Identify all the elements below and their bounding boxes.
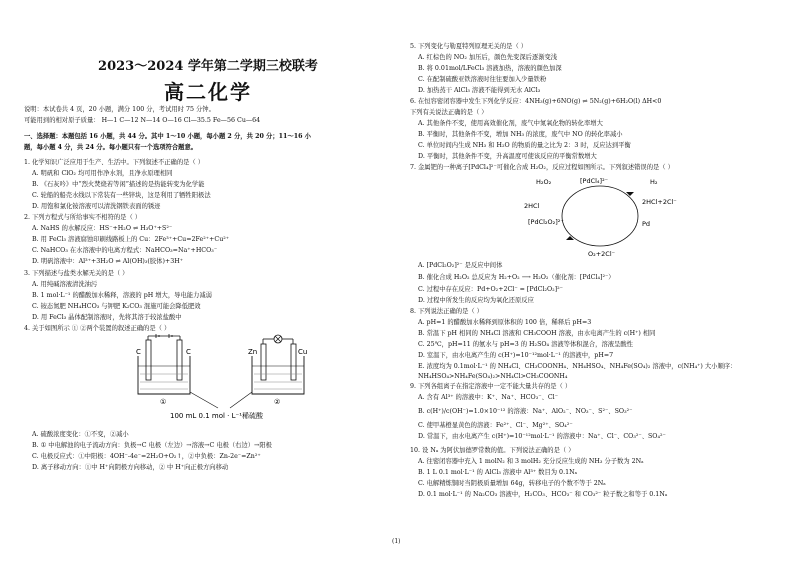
question-7-option: C. 过程中存在反应：Pd+O₂+2Cl⁻ = [PdCl₂O₂]²⁻ (418, 286, 563, 293)
electrode-zn: Zn (248, 348, 258, 356)
question-10-option: A. 往密闭容器中充入 1 molN₂ 和 3 molH₂ 充分反应生成的 NH₃ 分子数为 2Nₐ (418, 458, 644, 465)
page-number: (1) (392, 538, 401, 545)
cycle-hcl-right: 2HCl+2Cl⁻ (642, 198, 677, 206)
question-2-option: D. 明矾溶液中：Al³⁺+3H₂O ⇌ Al(OH)₃(胶体)+3H⁺ (32, 258, 184, 265)
catalytic-cycle-figure (480, 174, 720, 258)
cycle-h2: H₂ (650, 178, 658, 186)
question-5: 5. 下列变化与勒夏特列原理无关的是（ ） (410, 43, 528, 50)
question-8-option: A. pH=1 的醋酸加水稀释到原体积的 100 倍，稀释后 pH=3 (418, 319, 592, 326)
exam-title: 2023～2024 学年第二学期三校联考 (98, 59, 318, 74)
question-10-option: C. 电解精炼铜时当阴极质量增加 64g，转移电子的个数不等于 2Nₐ (418, 480, 606, 487)
question-10: 10. 设 Nₐ 为阿伏加德罗常数的值。下列说法正确的是（ ） (410, 447, 575, 454)
question-8-option: C. 25℃，pH=11 的氨水与 pH=3 的 H₂SO₄ 溶液等体积混合，溶液呈酸性 (418, 341, 633, 348)
question-8-option: NH₄HSO₄>NH₄Fe(SO₄)₂>NH₄Cl>CH₃COONH₄ (418, 373, 568, 380)
note-line: 说明：本试卷共 4 页，20 小题，满分 100 分，考试用时 75 分钟。 (24, 106, 215, 113)
solution-caption: 100 mL 0.1 mol · L⁻¹稀硫酸 (170, 412, 264, 420)
question-2: 2. 下列方程式与所给事实不相符的是（ ） (24, 214, 142, 221)
cycle-h2o2: H₂O₂ (536, 178, 552, 186)
electrochem-figure (124, 334, 324, 420)
question-1: 1. 化学知识广泛应用于生产、生活中。下列叙述不正确的是（ ） (24, 159, 205, 166)
question-1-option: B. 《石灰吟》中“烈火焚烧若等闲”描述的是热能转变为化学能 (32, 181, 205, 188)
question-7-option: D. 过程中所发生的反应均为氧化还原反应 (418, 297, 534, 304)
question-1-option: A. 明矾和 ClO₂ 均可用作净水剂，且净水原理相同 (32, 170, 173, 177)
question-8: 8. 下列说法正确的是（ ） (410, 308, 483, 315)
question-5-option: C. 在配制硫酸亚铁溶液时往往要加入少量铁粉 (418, 76, 547, 83)
question-10-option: B. 1 L 0.1 mol·L⁻¹ 的 AlCl₃ 溶液中 Al³⁺ 数目为 0.1Nₐ (418, 469, 578, 476)
question-9-option: C. 使甲基橙显黄色的溶液：Fe²⁺、Cl⁻、Mg²⁺、SO₄²⁻ (418, 422, 573, 429)
question-3: 3. 下列描述与盐类水解无关的是（ ） (24, 270, 129, 277)
question-3-option: A. 用纯碱溶液清洗油污 (32, 281, 98, 288)
question-8-option: D. 室温下，由水电离产生的 c(H⁺)=10⁻¹²mol·L⁻¹ 的溶液中，pH=7 (418, 352, 614, 359)
question-7-option: A. [PdCl₂O₂]²⁻ 是反应中间体 (418, 262, 503, 269)
question-10-option: D. 0.1 mol·L⁻¹ 的 Na₂CO₃ 溶液中，H₂CO₃、HCO₃⁻ 和 CO₃²⁻ 粒子数之和等于 0.1Nₐ (418, 491, 668, 498)
cycle-hcl-left: 2HCl (524, 202, 540, 210)
question-6-option: A. 其他条件不变，使用高效催化剂，废气中氮氧化物的转化率增大 (418, 120, 603, 127)
question-9-option: B. c(H⁺)/c(OH⁻)=1.0×10⁻¹² 的溶液：Na⁺、AlO₂⁻、NO₃⁻、S²⁻、SO₃²⁻ (418, 408, 633, 415)
question-5-option: B. 将 0.01mol/LFeCl₃ 溶液加热，溶液的颜色加深 (418, 65, 562, 72)
cycle-right: Pd (642, 220, 651, 228)
question-9-option: D. 常温下，由水电离产生 c(H⁺)=10⁻¹²mol·L⁻¹ 的溶液中：Na⁺、Cl⁻、CO₃²⁻、SO₄²⁻ (418, 433, 666, 440)
cycle-bottom: O₂+2Cl⁻ (588, 250, 616, 258)
question-9: 9. 下列各组离子在指定溶液中一定不能大量共存的是（ ） (410, 383, 572, 390)
device-1-label: ① (160, 398, 167, 406)
question-6-option: D. 平衡时，其他条件不变，升高温度可使该反应的平衡常数增大 (418, 153, 597, 160)
question-4-option: B. ① 中电解池的电子流动方向：负极→C 电极（左边）→溶液→C 电极（右边）→阳极 (32, 442, 272, 449)
question-4-option: A. 硫酸浓度变化：①不变，②减小 (32, 431, 129, 438)
electrode-c-right: C (186, 348, 191, 356)
question-9-option: A. 含有 Al³⁺ 的溶液中：K⁺、Na⁺、HCO₃⁻、Cl⁻ (418, 394, 559, 401)
section-heading: 一、选择题：本题包括 16 小题，共 44 分。其中 1～10 小题，每小题 2 分，共 20 分；11～16 小 (24, 133, 311, 140)
question-2-option: C. NaHCO₃ 在水溶液中的电离方程式：NaHCO₃=Na⁺+HCO₃⁻ (32, 247, 218, 254)
question-3-option: D. 用 FeCl₃ 晶体配制溶液时，先将其溶于较浓盐酸中 (32, 314, 182, 321)
question-3-option: C. 铵态氮肥 NH₄HCO₃ 与钾肥 K₂CO₃ 混施可能会降低肥效 (32, 303, 201, 310)
question-8-option: E. 浓度均为 0.1mol·L⁻¹ 的 NH₄Cl、CH₃COONH₄、NH₄HSO₄、NH₄Fe(SO₄)₂ 溶液中，c(NH₄⁺) 大小顺序： (418, 363, 737, 370)
electrode-c-left: C (136, 348, 141, 356)
question-7-option: B. 催化合成 H₂O₂ 总反应为 H₂+O₂ ⟶ H₂O₂（催化剂：[PdCl₄]²⁻） (418, 274, 615, 281)
question-4-option: D. 离子移动方向：①中 H⁺向阴极方向移动，② 中 H⁺向正极方向移动 (32, 464, 229, 471)
question-6: 6. 在恒容密闭容器中发生下列化学反应：4NH₃(g)+6NO(g) ⇌ 5N₂(g)+6H₂O(l) ΔH<0 (410, 98, 662, 105)
question-3-option: B. 1 mol·L⁻¹ 的醋酸加水稀释，溶液的 pH 增大，导电能力减弱 (32, 292, 212, 299)
question-8-option: B. 常温下 pH 相同的 NH₄Cl 溶液和 CH₃COOH 溶液，由水电离产生的 c(H⁺) 相同 (418, 330, 656, 337)
section-heading: 题，每小题 4 分，共 24 分。每小题只有一个选项符合题意。 (24, 144, 198, 151)
cycle-top: [PdCl₄]²⁻ (580, 177, 609, 185)
question-4-option: C. 电极反应式：①中阳极：4OH⁻-4e⁻=2H₂O+O₂↑，②中负极：Zn-2e⁻=Zn²⁺ (32, 453, 261, 460)
electrode-cu: Cu (298, 348, 308, 356)
question-7: 7. 金属钯的一种离子[PdCl₄]²⁻可催化合成 H₂O₂，反应过程如图所示。下列叙述错误的是（ ） (410, 164, 674, 171)
question-4: 4. 关于如图所示 ① ②两个装置的叙述正确的是（ ） (24, 325, 171, 332)
question-2-option: B. 用 FeCl₃ 溶液腐蚀印刷线路板上的 Cu：2Fe³⁺+Cu=2Fe²⁺+Cu²⁺ (32, 236, 230, 243)
question-5-option: A. 红棕色的 NO₂ 加压后，颜色先变深后逐渐变浅 (418, 54, 558, 61)
question-5-option: D. 加热蒸干 AlCl₃ 溶液不能得到无水 AlCl₃ (418, 87, 541, 94)
device-2-label: ② (274, 398, 281, 406)
question-1-option: D. 用饱和氯化铵溶液可以清洗钢铁表面的锈迹 (32, 203, 161, 210)
cycle-left: [PdCl₂O₂]²⁻ (528, 218, 564, 226)
question-6-option: B. 平衡时，其他条件不变，增加 NH₃ 的浓度，废气中 NO 的转化率减小 (418, 131, 623, 138)
question-1-option: C. 轮船的船壳水线以下常装有一些锌块，这是利用了牺牲阳极法 (32, 192, 211, 199)
question-6-stem: 下列有关说法正确的是（ ） (410, 109, 488, 116)
note-line: 可能用到的相对原子质量： H—1 C—12 N—14 O—16 Cl—35.5 Fe—56 Cu—64 (24, 117, 261, 124)
question-6-option: C. 单位时间内生成 NH₃ 和 H₂O 的物质的量之比为 2：3 时，反应达到平衡 (418, 142, 631, 149)
subject-title: 高二化学 (164, 80, 252, 104)
question-2-option: A. NaHS 的水解反应：HS⁻+H₂O ⇌ H₃O⁺+S²⁻ (32, 225, 173, 232)
